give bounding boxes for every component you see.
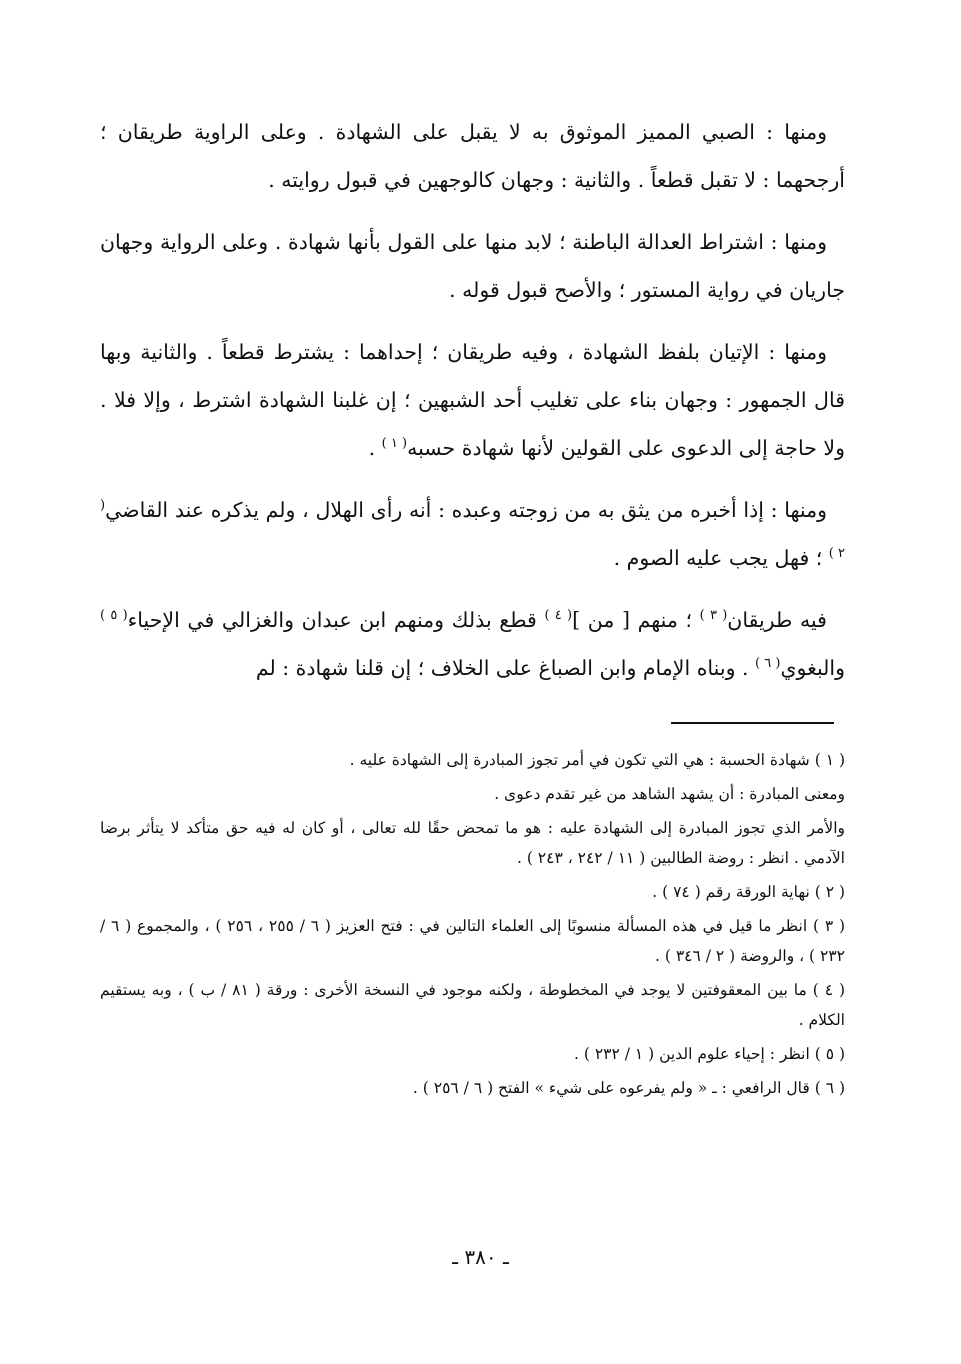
footnote-1: ( ١ ) شهادة الحسبة : هي التي تكون في أمر تجوز المبادرة إلى الشهادة عليه . (349, 751, 845, 769)
footnote-2: ( ٢ ) نهاية الورقة رقم ( ٧٤ ) . (652, 883, 845, 901)
paragraph-5-text-e: . وبناه الإمام وابن الصباغ على الخلاف ؛ إن قلنا شهادة : لم (255, 656, 756, 680)
footnote-ref-6[interactable]: ( ٦ ) (755, 656, 781, 671)
page-number: ـ ٣٨٠ ـ (452, 1245, 509, 1269)
paragraph-5-text-d: والبغوي (780, 656, 845, 680)
footnote-separator (671, 722, 834, 724)
paragraph-5-text-c: قطع بذلك ومنهم ابن عبدان والغزالي في الإحياء (127, 608, 545, 632)
main-text (100, 108, 845, 706)
footnotes (100, 745, 845, 1107)
footnote-3: ( ٣ ) انظر ما قيل في هذه المسألة منسوبًا إلى العلماء التالين في : فتح العزيز ( ٦ / ٢٥٥ ، ٢٥٦ ) ، والمجموع ( ٦ / ٢٣٢ ) ، والروضة ( ٢ / ٣٤٦ ) . (100, 917, 846, 965)
paragraph-4-text-b: ؛ فهل يجب عليه الصوم . (613, 546, 829, 570)
paragraph-4 (100, 486, 845, 582)
paragraph-5-text-b: ؛ منهم [ من ] (572, 608, 700, 632)
footnote-ref-2[interactable]: ( ٢ ) (100, 498, 845, 561)
paragraph-4-text-a: ومنها : إذا أخبره من يثق به من زوجته وعبده : أنه رأى الهلال ، ولم يذكره عند القاضي (105, 498, 827, 522)
paragraph-3-text: ومنها : الإتيان بلفظ الشهادة ، وفيه طريقان ؛ إحداهما : يشترط قطعاً . والثانية وبها قال الجمهور : وجهان بناء على تغليب أحد الشبهين ؛ إن غلبنا الشهادة اشترط ، وإلا فلا . ولا حاجة إلى الدعوى على القولين لأنها شهادة حسبه (100, 340, 845, 460)
footnote-4: ( ٤ ) ما بين المعقوفتين لا يوجد في المخطوطة ، ولكنه موجود في النسخة الأخرى : ورقة ( ٨١ / ب ) ، وبه يستقيم الكلام . (100, 981, 845, 1029)
footnote-ref-4[interactable]: ( ٤ ) (544, 608, 573, 623)
footnote-6: ( ٦ ) قال الرافعي : ـ « ولم يفرعوه على شيء » الفتح ( ٦ / ٢٥٦ ) . (412, 1079, 845, 1097)
footnote-ref-5[interactable]: ( ٥ ) (100, 608, 128, 623)
paragraph-3 (100, 328, 845, 472)
footnote-1-continued: ومعنى المبادرة : أن يشهد الشاهد من غير تقدم دعوى . (494, 785, 845, 803)
footnote-5: ( ٥ ) انظر : إحياء علوم الدين ( ١ / ٢٣٢ ) . (574, 1045, 845, 1063)
paragraph-2: ومنها : اشتراط العدالة الباطنة ؛ لابد منها على القول بأنها شهادة . وعلى الرواية وجهان جاريان في رواية المستور ؛ والأصح قبول قوله . (100, 230, 845, 302)
footnote-ref-1[interactable]: ( ١ ) (381, 436, 408, 451)
paragraph-3-end: . (368, 436, 382, 460)
footnote-ref-3[interactable]: ( ٣ ) (699, 608, 728, 623)
paragraph-5-text-a: فيه طريقان (727, 608, 827, 632)
footnote-1-continued-2: والأمر الذي تجوز المبادرة إلى الشهادة عليه : هو ما تمحض حقًا لله تعالى ، أو كان له فيه حق متأكد لا يتأثر برضا الآدمي . انظر : روضة الطالبين ( ١١ / ٢٤٢ ، ٢٤٣ ) . (100, 819, 845, 867)
paragraph-1: ومنها : الصبي المميز الموثوق به لا يقبل على الشهادة . وعلى الراوية طريقان ؛ أرجحهما : لا تقبل قطعاً . والثانية : وجهان كالوجهين في قبول روايته . (100, 120, 845, 192)
paragraph-5 (100, 596, 845, 692)
